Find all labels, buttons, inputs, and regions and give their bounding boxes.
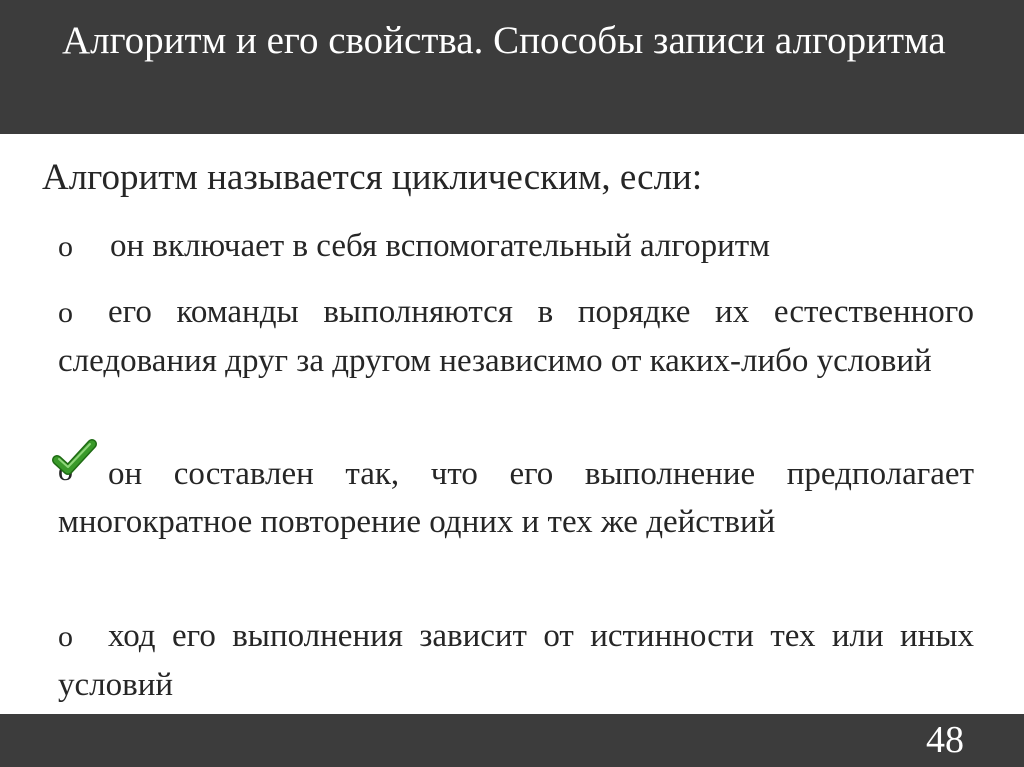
page-number: 48 — [926, 719, 964, 761]
circle-bullet-icon: o — [58, 454, 73, 487]
answer-option-text: его команды выполняются в порядке их естественного следования друг за другом независимо от каких-либо условий — [58, 294, 974, 379]
answer-option-text: он составлен так, что его выполнение предполагает многократное повторение одних и тех же действий — [58, 456, 974, 540]
slide-content — [0, 134, 1024, 714]
green-check-icon — [52, 438, 98, 478]
answer-option-3-correct — [58, 450, 974, 546]
answer-option-text: ход его выполнения зависит от истинности тех или иных условий — [58, 618, 974, 703]
question-text: Алгоритм называется циклическим, если: — [42, 157, 703, 198]
answer-option-1 — [58, 222, 974, 271]
circle-bullet-icon: o — [58, 296, 73, 329]
answer-option-2 — [58, 288, 974, 385]
slide-title: Алгоритм и его свойства. Способы записи алгоритма — [62, 19, 946, 62]
answer-option-4 — [58, 612, 974, 709]
check-mark-icon — [58, 454, 108, 487]
circle-bullet-icon: o — [58, 230, 73, 263]
slide-footer — [0, 714, 1024, 767]
answer-option-text: он включает в себя вспомогательный алгоритм — [110, 228, 771, 264]
circle-bullet-icon: o — [58, 620, 73, 653]
slide-header — [0, 0, 1024, 134]
